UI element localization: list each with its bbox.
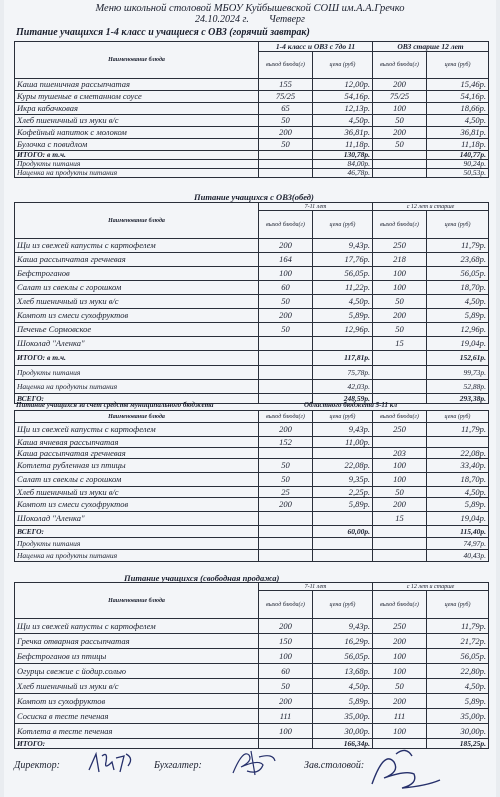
col-dish-name: Наименование блюда xyxy=(15,42,259,79)
table-row xyxy=(15,512,489,526)
dish-name: Хлеб пшеничный из муки в/с xyxy=(15,115,259,127)
table-row xyxy=(15,498,489,512)
total-a: 166,34р. xyxy=(313,739,373,749)
yield-b: 250 xyxy=(373,619,427,634)
yield-a: 75/25 xyxy=(259,91,313,103)
menu-weekday: Четверг xyxy=(268,14,305,25)
table-row xyxy=(15,115,489,127)
col-yield-a: выход блюда(г) xyxy=(259,591,313,619)
col-yield-b: выход блюда(г) xyxy=(373,52,427,79)
dish-name: Щи из свежей капусты с картофелем xyxy=(15,619,259,634)
price-b: 5,89р. xyxy=(427,309,489,323)
yield-a: 200 xyxy=(259,498,313,512)
price-b: 4,50р. xyxy=(427,115,489,127)
price-b: 19,04р. xyxy=(427,512,489,526)
total-spacer-a xyxy=(259,380,313,394)
price-b: 11,18р. xyxy=(427,139,489,151)
total-label: ВСЕГО: xyxy=(15,394,259,404)
table-budget xyxy=(14,410,489,562)
dish-name: Котлета рубленная из птицы xyxy=(15,459,259,473)
yield-a: 150 xyxy=(259,634,313,649)
table-row xyxy=(15,487,489,498)
yield-b: 200 xyxy=(373,127,427,139)
total-b: 293,38р. xyxy=(427,394,489,404)
group-header-a: 1-4 класс и ОВЗ с 7до 11 xyxy=(259,42,373,52)
price-a: 4,50р. xyxy=(313,295,373,309)
price-b: 18,70р. xyxy=(427,281,489,295)
total-spacer-a xyxy=(259,160,313,169)
menu-title: Меню школьной столовой МБОУ Куйбышевской СОШ им.А.А.Гречко xyxy=(95,3,405,14)
price-a: 54,16р. xyxy=(313,91,373,103)
dish-name: Каша ячневая рассыпчатая xyxy=(15,437,259,448)
total-spacer-b xyxy=(373,380,427,394)
menu-sheet xyxy=(4,0,496,797)
yield-a xyxy=(259,337,313,351)
price-a: 30,00р. xyxy=(313,724,373,739)
total-a xyxy=(313,550,373,562)
total-b: 74,97р. xyxy=(427,538,489,550)
price-b: 54,16р. xyxy=(427,91,489,103)
total-spacer-b xyxy=(373,160,427,169)
dish-name: Щи из свежей капусты с картофелем xyxy=(15,423,259,437)
dish-name: Печенье Сормовское xyxy=(15,323,259,337)
total-row xyxy=(15,538,489,550)
total-row xyxy=(15,380,489,394)
yield-a: 65 xyxy=(259,103,313,115)
price-b: 56,05р. xyxy=(427,267,489,281)
price-a: 22,08р. xyxy=(313,459,373,473)
total-a: 60,00р. xyxy=(313,526,373,538)
yield-b: 200 xyxy=(373,634,427,649)
yield-a: 200 xyxy=(259,309,313,323)
price-a: 9,35р. xyxy=(313,473,373,487)
yield-a: 200 xyxy=(259,239,313,253)
table-row xyxy=(15,139,489,151)
total-b: 99,73р. xyxy=(427,366,489,380)
yield-b: 50 xyxy=(373,679,427,694)
table-row xyxy=(15,281,489,295)
dish-name: Гречка отварная рассыпчатая xyxy=(15,634,259,649)
price-a: 4,50р. xyxy=(313,679,373,694)
dish-name: Огурцы свежие с йодир.солью xyxy=(15,664,259,679)
total-row xyxy=(15,160,489,169)
price-a: 12,13р. xyxy=(313,103,373,115)
dish-name: Хлеб пшеничный из муки в/с xyxy=(15,487,259,498)
col-price-a: цена (руб) xyxy=(313,411,373,423)
total-label: Наценка на продукты питания xyxy=(15,550,259,562)
dish-name: Хлеб пшеничный из муки в/с xyxy=(15,679,259,694)
col-price-b: цена (руб) xyxy=(427,211,489,239)
yield-a: 50 xyxy=(259,323,313,337)
price-b: 11,79р. xyxy=(427,423,489,437)
yield-a: 164 xyxy=(259,253,313,267)
yield-a xyxy=(259,512,313,526)
total-row xyxy=(15,366,489,380)
group-header-b: с 12 лет и старше xyxy=(373,203,489,211)
yield-a: 155 xyxy=(259,79,313,91)
total-b: 40,43р. xyxy=(427,550,489,562)
price-a: 9,43р. xyxy=(313,239,373,253)
total-spacer-b xyxy=(373,526,427,538)
col-dish-name: Наименование блюда xyxy=(15,203,259,239)
price-a: 56,05р. xyxy=(313,649,373,664)
col-price-a: цена (руб) xyxy=(313,52,373,79)
price-a: 12,00р. xyxy=(313,79,373,91)
price-b: 5,89р. xyxy=(427,498,489,512)
price-a: 11,22р. xyxy=(313,281,373,295)
col-price-a: цена (руб) xyxy=(313,211,373,239)
price-b: 22,08р. xyxy=(427,448,489,459)
dish-name: Булочка с повидлом xyxy=(15,139,259,151)
total-b: 90,24р. xyxy=(427,160,489,169)
price-b: 4,50р. xyxy=(427,487,489,498)
total-spacer-a xyxy=(259,169,313,178)
yield-a: 50 xyxy=(259,459,313,473)
accountant-label: Бухгалтер: xyxy=(154,760,202,771)
col-price-b: цена (руб) xyxy=(427,52,489,79)
total-label: Продукты питания xyxy=(15,160,259,169)
yield-b: 111 xyxy=(373,709,427,724)
total-a: 46,78р. xyxy=(313,169,373,178)
price-b: 11,79р. xyxy=(427,619,489,634)
section-title-lunch: Питание учащихся с ОВЗ(обед) xyxy=(194,192,314,202)
dish-name: Каша пшеничная рассыпчатая xyxy=(15,79,259,91)
dish-name: Сосиска в тесте печеная xyxy=(15,709,259,724)
accountant-signature xyxy=(229,745,279,779)
table-row xyxy=(15,337,489,351)
price-b: 15,46р. xyxy=(427,79,489,91)
col-price-b: цена (руб) xyxy=(427,411,489,423)
total-spacer-b xyxy=(373,550,427,562)
table-breakfast xyxy=(14,41,489,178)
yield-a: 152 xyxy=(259,437,313,448)
dish-name: Куры тушеные в сметанном соусе xyxy=(15,91,259,103)
col-yield-b: выход блюда(г) xyxy=(373,411,427,423)
yield-b: 100 xyxy=(373,103,427,115)
price-b: 11,79р. xyxy=(427,239,489,253)
table-row xyxy=(15,295,489,309)
col-yield-a: выход блюда(г) xyxy=(259,52,313,79)
total-spacer-b xyxy=(373,169,427,178)
table-row xyxy=(15,253,489,267)
yield-b: 200 xyxy=(373,498,427,512)
col-dish-name: Наименование блюда xyxy=(15,583,259,619)
canteen-head-signature xyxy=(366,744,446,794)
price-a: 5,89р. xyxy=(313,498,373,512)
price-a xyxy=(313,512,373,526)
table-row xyxy=(15,79,489,91)
price-b: 18,66р. xyxy=(427,103,489,115)
yield-b: 100 xyxy=(373,473,427,487)
price-a: 5,89р. xyxy=(313,309,373,323)
yield-b: 100 xyxy=(373,267,427,281)
price-b: 33,40р. xyxy=(427,459,489,473)
total-spacer-a xyxy=(259,550,313,562)
dish-name: Шоколад "Аленка" xyxy=(15,512,259,526)
table-row xyxy=(15,724,489,739)
total-spacer-b xyxy=(373,538,427,550)
price-b: 21,72р. xyxy=(427,634,489,649)
yield-b: 250 xyxy=(373,239,427,253)
yield-a: 50 xyxy=(259,679,313,694)
table-row xyxy=(15,634,489,649)
yield-b: 100 xyxy=(373,459,427,473)
price-b: 5,89р. xyxy=(427,694,489,709)
group-header-b: с 12 лет и старше xyxy=(373,583,489,591)
total-spacer-a xyxy=(259,538,313,550)
table-row xyxy=(15,709,489,724)
yield-b: 100 xyxy=(373,649,427,664)
total-label: Продукты питания xyxy=(15,366,259,380)
table-row xyxy=(15,103,489,115)
yield-a: 25 xyxy=(259,487,313,498)
total-spacer-b xyxy=(373,351,427,366)
dish-name: Компот из сухофруктов xyxy=(15,694,259,709)
total-b: 50,53р. xyxy=(427,169,489,178)
yield-b: 250 xyxy=(373,423,427,437)
total-b: 152,61р. xyxy=(427,351,489,366)
dish-name: Кофейный напиток с молоком xyxy=(15,127,259,139)
yield-a: 50 xyxy=(259,473,313,487)
yield-b: 218 xyxy=(373,253,427,267)
dish-name: Котлета в тесте печеная xyxy=(15,724,259,739)
yield-b: 15 xyxy=(373,512,427,526)
total-row xyxy=(15,151,489,160)
yield-a: 200 xyxy=(259,619,313,634)
price-a: 36,81р. xyxy=(313,127,373,139)
yield-a xyxy=(259,448,313,459)
total-row xyxy=(15,550,489,562)
col-dish-name: Наименование блюда xyxy=(15,411,259,423)
yield-b: 203 xyxy=(373,448,427,459)
total-label: ИТОГО: в т.ч. xyxy=(15,351,259,366)
price-b: 36,81р. xyxy=(427,127,489,139)
total-label: Наценка на продукты питания xyxy=(15,169,259,178)
price-a: 35,00р. xyxy=(313,709,373,724)
yield-a: 60 xyxy=(259,664,313,679)
yield-a: 100 xyxy=(259,724,313,739)
table-row xyxy=(15,473,489,487)
col-yield-a: выход блюда(г) xyxy=(259,411,313,423)
price-b: 35,00р. xyxy=(427,709,489,724)
yield-a: 111 xyxy=(259,709,313,724)
col-yield-b: выход блюда(г) xyxy=(373,591,427,619)
yield-b: 50 xyxy=(373,487,427,498)
total-row xyxy=(15,526,489,538)
total-spacer-a xyxy=(259,366,313,380)
yield-b: 100 xyxy=(373,724,427,739)
yield-b: 50 xyxy=(373,323,427,337)
total-spacer-b xyxy=(373,366,427,380)
price-b: 30,00р. xyxy=(427,724,489,739)
total-row xyxy=(15,169,489,178)
yield-a: 50 xyxy=(259,295,313,309)
yield-b: 100 xyxy=(373,664,427,679)
dish-name: Салат из свеклы с горошком xyxy=(15,281,259,295)
price-b: 56,05р. xyxy=(427,649,489,664)
price-a: 16,29р. xyxy=(313,634,373,649)
table-row xyxy=(15,239,489,253)
total-label: ИТОГО: xyxy=(15,739,259,749)
price-b: 12,96р. xyxy=(427,323,489,337)
yield-a: 50 xyxy=(259,115,313,127)
dish-name: Икра кабачковая xyxy=(15,103,259,115)
yield-a: 200 xyxy=(259,423,313,437)
table-row xyxy=(15,437,489,448)
director-label: Директор: xyxy=(14,760,60,771)
total-b: 140,77р. xyxy=(427,151,489,160)
yield-b: 200 xyxy=(373,694,427,709)
yield-a: 100 xyxy=(259,267,313,281)
menu-date-line xyxy=(4,14,496,25)
price-a: 11,18р. xyxy=(313,139,373,151)
yield-b: 50 xyxy=(373,139,427,151)
price-a: 4,50р. xyxy=(313,115,373,127)
dish-name: Бефстроганов xyxy=(15,267,259,281)
price-a: 5,89р. xyxy=(313,694,373,709)
yield-b: 50 xyxy=(373,295,427,309)
table-free-sale xyxy=(14,582,489,749)
price-a: 2,25р. xyxy=(313,487,373,498)
yield-b: 200 xyxy=(373,79,427,91)
section-title-free-sale: Питание учащихся (свободная продажа) xyxy=(124,573,280,583)
yield-a: 200 xyxy=(259,694,313,709)
dish-name: Каша рассыпчатая гречневая xyxy=(15,253,259,267)
dish-name: Салат из свеклы с горошком xyxy=(15,473,259,487)
dish-name: Компот из смеси сухофруктов xyxy=(15,309,259,323)
total-label: ВСЕГО: xyxy=(15,526,259,538)
total-a xyxy=(313,538,373,550)
price-a: 12,96р. xyxy=(313,323,373,337)
total-a: 248,59р. xyxy=(313,394,373,404)
dish-name: Компот из смеси сухофруктов xyxy=(15,498,259,512)
price-b: 22,80р. xyxy=(427,664,489,679)
dish-name: Каша рассыпчатая гречневая xyxy=(15,448,259,459)
col-price-a: цена (руб) xyxy=(313,591,373,619)
yield-a: 60 xyxy=(259,281,313,295)
table-row xyxy=(15,309,489,323)
table-row xyxy=(15,619,489,634)
total-spacer-a xyxy=(259,151,313,160)
group-header-a: 7-11 лет xyxy=(259,203,373,211)
price-a xyxy=(313,337,373,351)
dish-name: Шоколад "Аленка" xyxy=(15,337,259,351)
total-row xyxy=(15,351,489,366)
price-a: 13,68р. xyxy=(313,664,373,679)
total-spacer-a xyxy=(259,351,313,366)
price-b xyxy=(427,437,489,448)
table-lunch xyxy=(14,202,489,404)
price-a: 9,43р. xyxy=(313,619,373,634)
total-spacer-a xyxy=(259,526,313,538)
total-a: 75,78р. xyxy=(313,366,373,380)
price-b: 23,68р. xyxy=(427,253,489,267)
yield-a: 100 xyxy=(259,649,313,664)
total-a: 42,03р. xyxy=(313,380,373,394)
table-row xyxy=(15,127,489,139)
price-b: 18,70р. xyxy=(427,473,489,487)
group-header-a: 7-11 лет xyxy=(259,583,373,591)
price-b: 4,50р. xyxy=(427,679,489,694)
table-row xyxy=(15,267,489,281)
director-signature xyxy=(86,748,136,778)
price-b: 19,04р. xyxy=(427,337,489,351)
total-label: Наценка на продукты питания xyxy=(15,380,259,394)
price-a: 56,05р. xyxy=(313,267,373,281)
yield-a: 200 xyxy=(259,127,313,139)
yield-b: 15 xyxy=(373,337,427,351)
table-row xyxy=(15,448,489,459)
total-b: 185,25р. xyxy=(427,739,489,749)
dish-name: Хлеб пшеничный из муки в/с xyxy=(15,295,259,309)
dish-name: Щи из свежей капусты с картофелем xyxy=(15,239,259,253)
table-row xyxy=(15,679,489,694)
section-title-regional: Областного бюджета 5-11 кл xyxy=(304,401,398,409)
yield-b xyxy=(373,437,427,448)
table-row xyxy=(15,649,489,664)
price-b: 4,50р. xyxy=(427,295,489,309)
total-a: 117,81р. xyxy=(313,351,373,366)
dish-name: Бефстроганов из птицы xyxy=(15,649,259,664)
total-b: 115,40р. xyxy=(427,526,489,538)
yield-b: 75/25 xyxy=(373,91,427,103)
menu-date: 24.10.2024 г. xyxy=(195,14,249,25)
total-label: Продукты питания xyxy=(15,538,259,550)
col-price-b: цена (руб) xyxy=(427,591,489,619)
col-yield-b: выход блюда(г) xyxy=(373,211,427,239)
total-spacer-b xyxy=(373,151,427,160)
total-a: 84,00р. xyxy=(313,160,373,169)
total-b: 52,88р. xyxy=(427,380,489,394)
table-row xyxy=(15,664,489,679)
section-title-budget: Питание учащихся за счет средств муниципального бюджета xyxy=(16,401,214,409)
canteen-head-label: Зав.столовой: xyxy=(304,760,365,771)
table-row xyxy=(15,323,489,337)
yield-b: 50 xyxy=(373,115,427,127)
table-row xyxy=(15,91,489,103)
price-a: 17,76р. xyxy=(313,253,373,267)
price-a: 9,43р. xyxy=(313,423,373,437)
yield-a: 50 xyxy=(259,139,313,151)
price-a xyxy=(313,448,373,459)
total-a: 130,78р. xyxy=(313,151,373,160)
total-label: ИТОГО: в т.ч. xyxy=(15,151,259,160)
table-row xyxy=(15,423,489,437)
group-header-b: ОВЗ старше 12 лет xyxy=(373,42,489,52)
yield-b: 200 xyxy=(373,309,427,323)
table-row xyxy=(15,459,489,473)
section-title-breakfast: Питание учащихся 1-4 класс и учащиеся с ОВЗ (горячий завтрак) xyxy=(16,27,310,38)
price-a: 11,00р. xyxy=(313,437,373,448)
yield-b: 100 xyxy=(373,281,427,295)
col-yield-a: выход блюда(г) xyxy=(259,211,313,239)
table-row xyxy=(15,694,489,709)
